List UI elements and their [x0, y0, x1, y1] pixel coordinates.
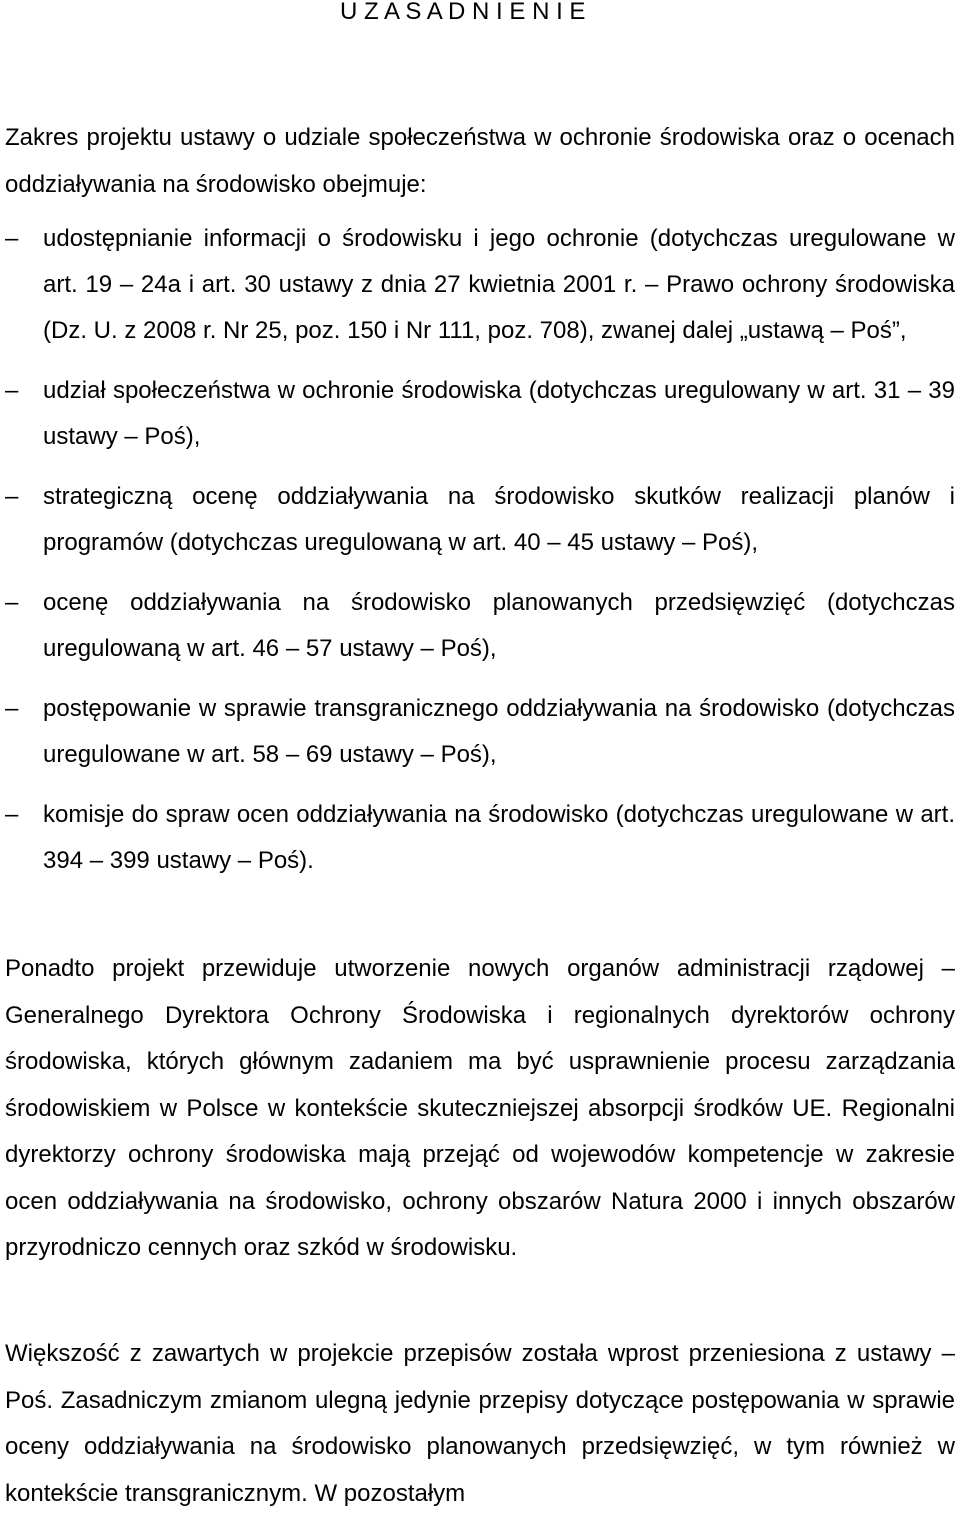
- list-item: [5, 368, 955, 460]
- document-heading: U Z A S A D N I E N I E: [340, 0, 586, 25]
- list-item-text: strategiczną ocenę oddziaływania na środowisko skutków realizacji planów i programów (dotychczas uregulowaną w art. 40 – 45 ustawy – Poś),: [43, 483, 955, 556]
- dash-bullet: –: [5, 225, 19, 252]
- list-item: [5, 686, 955, 778]
- scope-list: [5, 216, 955, 898]
- list-item: [5, 474, 955, 566]
- list-item: [5, 580, 955, 672]
- list-item-text: postępowanie w sprawie transgranicznego oddziaływania na środowisko (dotychczas uregulowane w art. 58 – 69 ustawy – Poś),: [43, 695, 955, 768]
- list-item-text: udostępnianie informacji o środowisku i jego ochronie (dotychczas uregulowane w art. 19 – 24a i art. 30 ustawy z dnia 27 kwietnia 2001 r. – Prawo ochrony środowiska (Dz. U. z 2008 r. Nr 25, poz. 150 i Nr 111, poz. 708), zwanej dalej „ustawą – Poś”,: [43, 225, 955, 344]
- dash-bullet: –: [5, 377, 19, 404]
- list-item-text: komisje do spraw ocen oddziaływania na środowisko (dotychczas uregulowane w art. 394 – 399 ustawy – Poś).: [43, 801, 955, 874]
- body-paragraph: Większość z zawartych w projekcie przepisów została wprost przeniesiona z ustawy – Poś. Zasadniczym zmianom ulegną jedynie przepisy dotyczące postępowania w sprawie oceny oddziaływania na środowisko planowanych przedsięwzięć, w tym również w kontekście transgranicznym. W pozostałym: [5, 1340, 955, 1507]
- list-item-text: udział społeczeństwa w ochronie środowiska (dotychczas uregulowany w art. 31 – 39 ustawy – Poś),: [43, 377, 955, 450]
- dash-bullet: –: [5, 695, 19, 722]
- list-item: [5, 216, 955, 354]
- list-item-text: ocenę oddziaływania na środowisko planowanych przedsięwzięć (dotychczas uregulowaną w art. 46 – 57 ustawy – Poś),: [43, 589, 955, 662]
- body-paragraph: Ponadto projekt przewiduje utworzenie nowych organów administracji rządowej – Generalnego Dyrektora Ochrony Środowiska i regionalnych dyrektorów ochrony środowiska, których głównym zadaniem ma być usprawnienie procesu zarządzania środowiskiem w Polsce w kontekście skuteczniejszej absorpcji środków UE. Regionalni dyrektorzy ochrony środowiska mają przejąć od wojewodów kompetencje w zakresie ocen oddziaływania na środowisko, ochrony obszarów Natura 2000 i innych obszarów przyrodniczo cennych oraz szkód w środowisku.: [5, 955, 955, 1261]
- dash-bullet: –: [5, 801, 19, 828]
- dash-bullet: –: [5, 589, 19, 616]
- dash-bullet: –: [5, 483, 19, 510]
- intro-paragraph: Zakres projektu ustawy o udziale społeczeństwa w ochronie środowiska oraz o ocenach oddziaływania na środowisko obejmuje:: [5, 124, 955, 198]
- list-item: [5, 792, 955, 884]
